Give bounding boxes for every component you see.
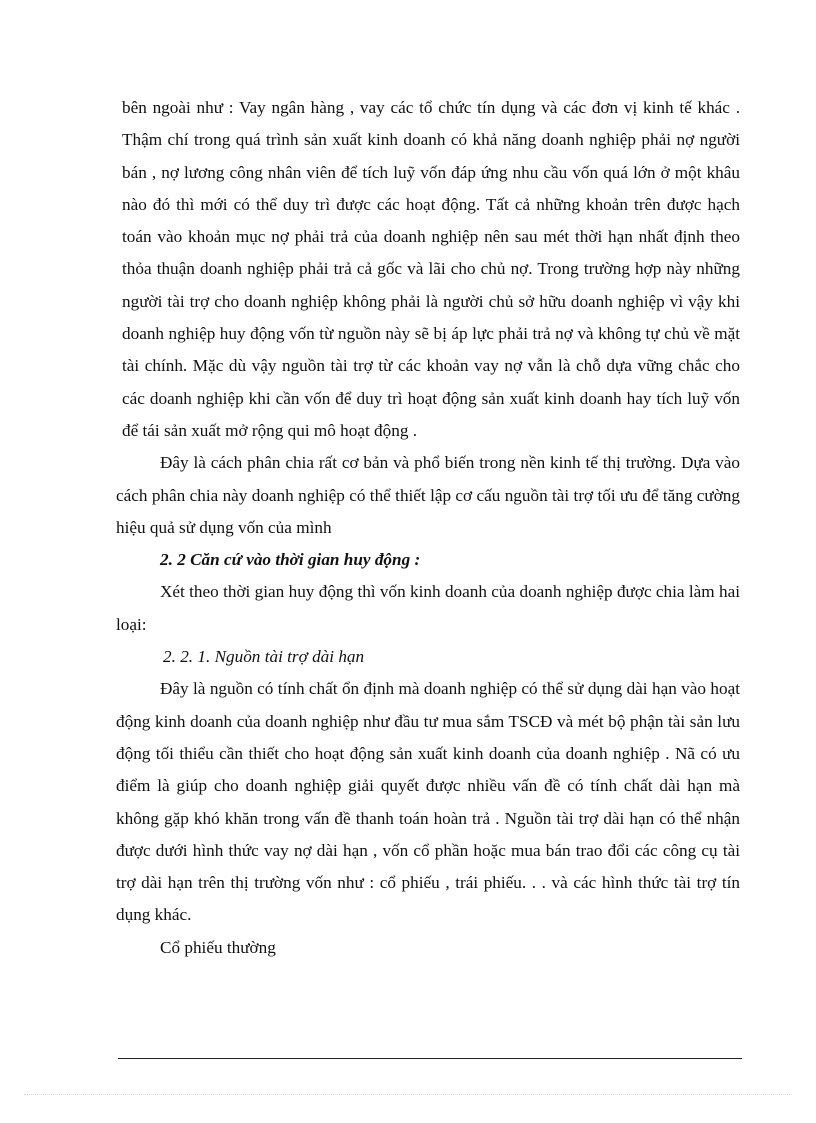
paragraph-common-stock: Cổ phiếu thường <box>160 937 276 957</box>
page-edge-divider <box>24 1094 792 1095</box>
paragraph-borrowed-capital: bên ngoài như : Vay ngân hàng , vay các tổ chức tín dụng và các đơn vị kinh tế khác . Thậm chí trong quá trình sản xuất kinh doanh có khả năng doanh nghiệp phải nợ người bán , nợ lương công nhân viên để tích luỹ vốn đáp ứng nhu cầu vốn quá lớn ở một khâu nào đó thì mới có thể duy trì được các hoạt động. Tất cả những khoản trên được hạch toán vào khoản mục nợ phải trả của doanh nghiệp nên sau mét thời hạn nhất định theo thỏa thuận doanh nghiệp phải trả cả gốc và lãi cho chủ nợ. Trong trường hợp này những người tài trợ cho doanh nghiệp không phải là người chủ sở hữu doanh nghiệp vì vậy khi doanh nghiệp huy động vốn từ nguồn này sẽ bị áp lực phải trả nợ và không tự chủ về mặt tài chính. Mặc dù vậy nguồn tài trợ từ các khoản vay nợ vẫn là chỗ dựa vững chắc cho các doanh nghiệp khi cần vốn để duy trì hoạt động sản xuất kinh doanh hay tích luỹ vốn để tái sản xuất mở rộng qui mô hoạt động . <box>122 98 740 440</box>
paragraph-mobilization-time: Xét theo thời gian huy động thì vốn kinh doanh của doanh nghiệp được chia làm hai loại: <box>116 582 740 634</box>
paragraph-long-term-funding: Đây là nguồn có tính chất ổn định mà doanh nghiệp có thể sử dụng dài hạn vào hoạt động kinh doanh của doanh nghiệp như đầu tư mua sắm TSCĐ và mét bộ phận tài sản lưu động tối thiểu cần thiết cho hoạt động sản xuất kinh doanh của doanh nghiệp . Nã có ưu điểm là giúp cho doanh nghiệp giải quyết được nhiều vấn đề có tính chất dài hạn mà không gặp khó khăn trong vấn đề thanh toán hoàn trả . Nguồn tài trợ dài hạn có thể nhận được dưới hình thức vay nợ dài hạn , vốn cổ phần hoặc mua bán trao đổi các công cụ tài trợ dài hạn trên thị trường vốn như : cổ phiếu , trái phiếu. . . và các hình thức tài trợ tín dụng khác. <box>116 679 740 925</box>
document-body <box>116 92 740 964</box>
paragraph-classification-summary: Đây là cách phân chia rất cơ bản và phổ biến trong nền kinh tế thị trường. Dựa vào cách phân chia này doanh nghiệp có thể thiết lập cơ cấu nguồn tài trợ tối ưu để tăng cường hiệu quả sử dụng vốn của mình <box>116 453 740 537</box>
footer-rule <box>118 1058 742 1059</box>
section-heading-2-2: 2. 2 Căn cứ vào thời gian huy động : <box>160 550 421 570</box>
subsection-heading-2-2-1: 2. 2. 1. Nguồn tài trợ dài hạn <box>163 647 365 667</box>
